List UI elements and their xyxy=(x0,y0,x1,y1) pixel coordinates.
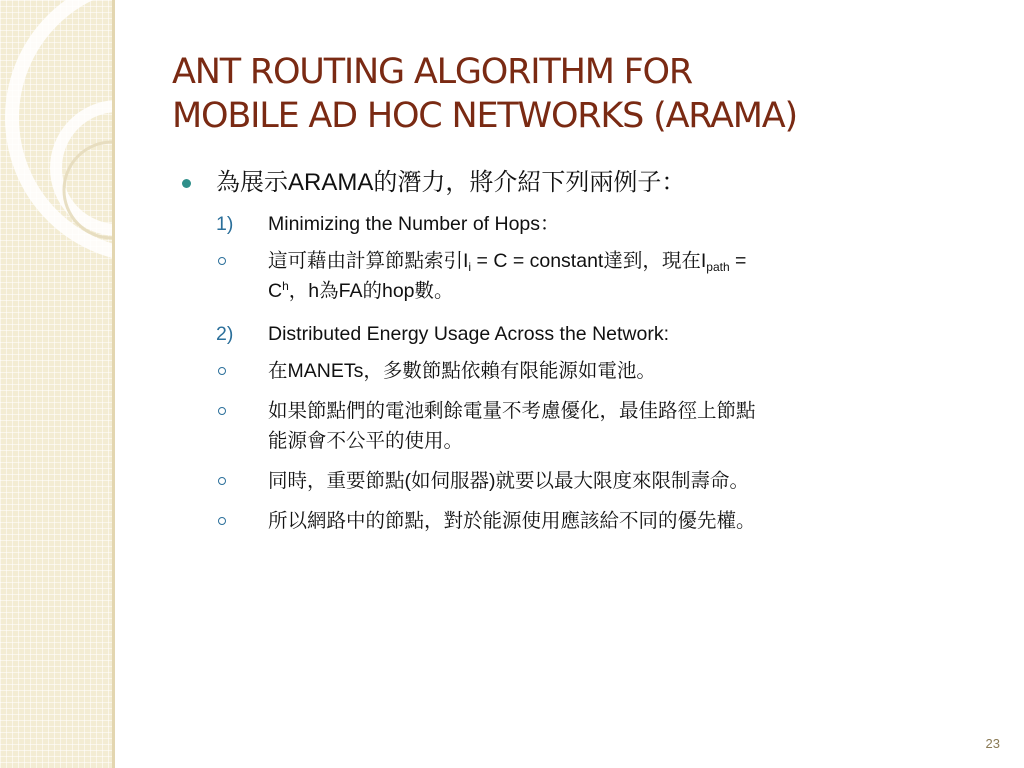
intro-bullet xyxy=(180,166,980,200)
numbered-item-2 xyxy=(180,320,980,348)
sub-text-part: C xyxy=(268,280,283,302)
slide-body xyxy=(180,166,980,546)
decorative-strip xyxy=(0,0,112,768)
slide-title xyxy=(172,50,992,138)
item-2-marker: 2) xyxy=(216,323,234,345)
sub-text-part: = C = constant達到，現在I xyxy=(471,250,707,272)
item-2-text: Distributed Energy Usage Across the Network: xyxy=(268,323,670,345)
subscript-path: path xyxy=(706,260,730,274)
sub-text-part: ，h為FA的hop數。 xyxy=(288,280,454,302)
title-line-1: ANT ROUTING ALGORITHM FOR xyxy=(172,52,693,92)
item-1-sub xyxy=(180,246,980,306)
item-1-sub-line-2 xyxy=(268,276,980,306)
decorative-circles xyxy=(0,0,112,768)
sub-text-part: 這可藉由計算節點索引I xyxy=(268,250,469,272)
sub-text-line-2: 能源會不公平的使用。 xyxy=(268,430,464,452)
sub-bullet-icon xyxy=(218,407,226,415)
title-line-2: MOBILE AD HOC NETWORKS (ARAMA) xyxy=(172,96,797,136)
sub-bullet-icon xyxy=(218,257,226,265)
sub-bullet-icon xyxy=(218,477,226,485)
sub-bullet-icon xyxy=(218,517,226,525)
page-number: 23 xyxy=(985,736,1000,751)
item-2-sub-4 xyxy=(180,506,980,536)
bullet-dot-icon xyxy=(182,179,191,188)
subscript-i: i xyxy=(468,260,472,274)
sub-text: 所以網路中的節點，對於能源使用應該給不同的優先權。 xyxy=(268,510,756,532)
sub-text: 在MANETs，多數節點依賴有限能源如電池。 xyxy=(268,360,656,382)
intro-text: 為展示ARAMA的潛力，將介紹下列兩例子： xyxy=(216,169,686,196)
item-1-text: Minimizing the Number of Hops： xyxy=(268,213,560,235)
strip-edge xyxy=(112,0,115,768)
item-1-sub-line-1 xyxy=(268,246,980,276)
sub-text: 同時，重要節點(如伺服器)就要以最大限度來限制壽命。 xyxy=(268,470,749,492)
superscript-h: h xyxy=(282,279,289,293)
item-2-sub-3 xyxy=(180,466,980,496)
item-2-sub-1 xyxy=(180,356,980,386)
numbered-item-1 xyxy=(180,210,980,238)
item-2-sub-2 xyxy=(180,396,980,456)
item-1-marker: 1) xyxy=(216,213,234,235)
sub-bullet-icon xyxy=(218,367,226,375)
sub-text-line-1: 如果節點們的電池剩餘電量不考慮優化，最佳路徑上節點 xyxy=(268,400,756,422)
sub-text-part: = xyxy=(729,250,747,272)
